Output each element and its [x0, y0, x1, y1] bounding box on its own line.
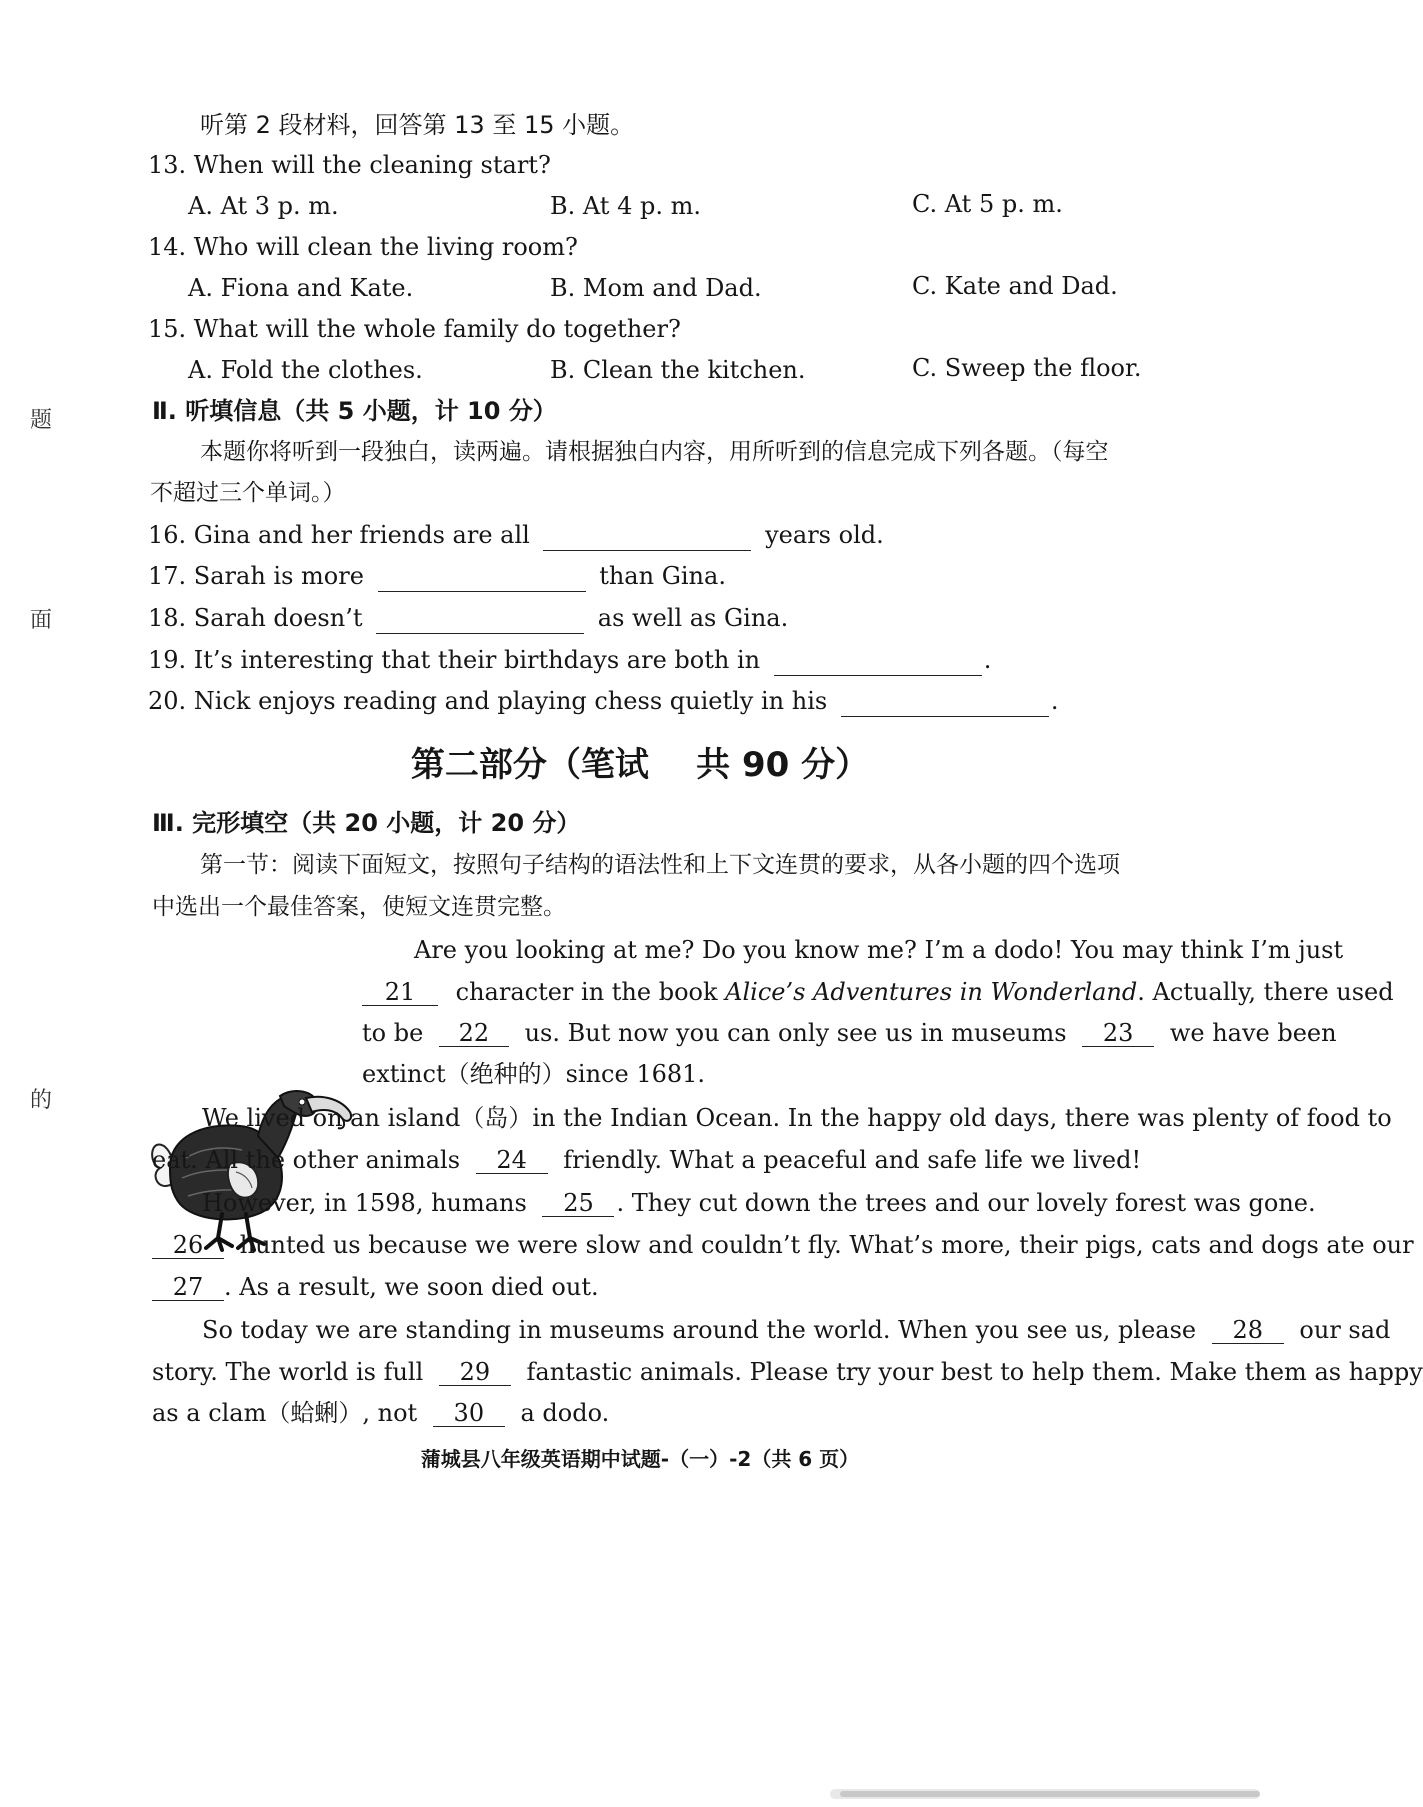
fill-item-16-text: 16. Gina and her friends are all [148, 521, 530, 549]
fill-item-18-suffix: as well as Gina. [597, 604, 789, 632]
option-13c: C. At 5 p. m. [912, 190, 1063, 218]
cloze-blank-24[interactable]: 24 [476, 1147, 548, 1174]
passage-p1-line2-text-a: character in the book [455, 978, 726, 1006]
fill-item-20-text: 20. Nick enjoys reading and playing chess quietly in his [148, 687, 828, 715]
option-14a: A. Fiona and Kate. [188, 274, 414, 302]
passage-p2-line1: We lived on an island（岛）in the Indian Ocean. In the happy old days, there was plenty of food to [202, 1104, 1392, 1132]
passage-p4-line2-text-b: fantastic animals. Please try your best to help them. Make them as happy [526, 1358, 1423, 1386]
part2-title: 第二部分（笔试 共 90 分） [410, 745, 870, 785]
book-title: Alice’s Adventures in Wonderland [725, 978, 1138, 1006]
passage-p4-line1 [202, 1315, 1390, 1345]
passage-p4-line3-text-a: as a clam（蛤蜊）, not [152, 1399, 418, 1427]
passage-p3-line2-text: hunted us because we were slow and couldn’t fly. What’s more, their pigs, cats and dogs ate our [239, 1231, 1414, 1259]
section2-instruction-2: 不超过三个单词。） [150, 480, 346, 506]
fill-item-20-suffix: . [1050, 687, 1059, 715]
fill-item-19-text: 19. It’s interesting that their birthdays are both in [148, 646, 761, 674]
cloze-blank-25[interactable]: 25 [542, 1190, 614, 1217]
cloze-blank-23[interactable]: 23 [1082, 1020, 1154, 1047]
section2-instruction-1: 本题你将听到一段独白，读两遍。请根据独白内容，用所听到的信息完成下列各题。（每空 [200, 439, 1109, 465]
answer-blank-19[interactable] [774, 645, 982, 676]
option-14b: B. Mom and Dad. [550, 274, 762, 302]
passage-p1-line2-text-b: . Actually, there used [1137, 978, 1394, 1006]
option-15c: C. Sweep the floor. [912, 354, 1142, 382]
passage-p1-line3-text-a: to be [362, 1019, 424, 1047]
passage-p4-line3 [152, 1398, 609, 1428]
fill-item-16 [148, 520, 884, 551]
option-15b: B. Clean the kitchen. [550, 356, 806, 384]
passage-p4-line1-text-b: our sad [1299, 1316, 1391, 1344]
passage-p4-line2 [152, 1357, 1423, 1387]
section3-instruction-1: 第一节：阅读下面短文，按照句子结构的语法性和上下文连贯的要求，从各小题的四个选项 [200, 852, 1120, 878]
page-footer: 蒲城县八年级英语期中试题-（一）-2（共 6 页） [420, 1447, 860, 1471]
fill-item-19-suffix: . [983, 646, 992, 674]
passage-p1-line4: extinct（绝种的）since 1681. [362, 1060, 706, 1088]
section2-heading: Ⅱ. 听填信息（共 5 小题，计 10 分） [152, 397, 557, 425]
passage-p4-line3-text-b: a dodo. [520, 1399, 610, 1427]
question-14: 14. Who will clean the living room? [148, 233, 578, 261]
passage-p3-line2 [152, 1230, 1414, 1260]
cloze-blank-30[interactable]: 30 [433, 1400, 505, 1427]
question-13: 13. When will the cleaning start? [148, 151, 551, 179]
fill-item-16-suffix: years old. [765, 521, 884, 549]
passage-p4-line2-text-a: story. The world is full [152, 1358, 424, 1386]
passage-p3-line3-text: . As a result, we soon died out. [224, 1273, 599, 1301]
cloze-blank-26[interactable]: 26 [152, 1232, 224, 1259]
passage-p1-line3 [362, 1018, 1337, 1048]
fill-item-17 [148, 561, 726, 592]
fill-item-17-suffix: than Gina. [599, 562, 726, 590]
option-13a: A. At 3 p. m. [188, 192, 339, 220]
option-14c: C. Kate and Dad. [912, 272, 1118, 300]
answer-blank-20[interactable] [841, 686, 1049, 717]
section3-heading: Ⅲ. 完形填空（共 20 小题，计 20 分） [152, 809, 581, 837]
cloze-blank-27[interactable]: 27 [152, 1274, 224, 1301]
option-15a: A. Fold the clothes. [188, 356, 423, 384]
passage-p1-line1: Are you looking at me? Do you know me? I’m a dodo! You may think I’m just [414, 936, 1344, 964]
passage-p3-line1-text-b: . They cut down the trees and our lovely forest was gone. [616, 1189, 1316, 1217]
cloze-blank-21[interactable]: 21 [362, 979, 438, 1006]
cloze-blank-28[interactable]: 28 [1212, 1317, 1284, 1344]
question-15: 15. What will the whole family do together? [148, 315, 681, 343]
cloze-blank-22[interactable]: 22 [439, 1020, 509, 1047]
side-mark-3: 的 [30, 1088, 53, 1113]
section3-instruction-2: 中选出一个最佳答案，使短文连贯完整。 [152, 894, 566, 920]
passage-p2-line2-text-b: friendly. What a peaceful and safe life we lived! [563, 1146, 1142, 1174]
answer-blank-16[interactable] [543, 520, 751, 551]
listening2-intro: 听第 2 段材料，回答第 13 至 15 小题。 [200, 111, 635, 139]
fill-item-17-text: 17. Sarah is more [148, 562, 364, 590]
passage-p2-line2-text-a: eat. All the other animals [152, 1146, 461, 1174]
answer-blank-17[interactable] [378, 561, 586, 592]
fill-item-18-text: 18. Sarah doesn’t [148, 604, 363, 632]
side-mark-1: 题 [30, 408, 53, 433]
passage-p3-line1-text-a: However, in 1598, humans [202, 1189, 527, 1217]
passage-p2-line2 [152, 1145, 1141, 1175]
fill-item-18 [148, 603, 788, 634]
answer-blank-18[interactable] [376, 603, 584, 634]
cloze-blank-29[interactable]: 29 [439, 1359, 511, 1386]
fill-item-20 [148, 686, 1058, 717]
passage-p1-line2 [362, 977, 1394, 1007]
side-mark-2: 面 [30, 608, 53, 633]
passage-p1-line3-text-c: we have been [1169, 1019, 1337, 1047]
passage-p1-line3-text-b: us. But now you can only see us in museums [524, 1019, 1067, 1047]
option-13b: B. At 4 p. m. [550, 192, 701, 220]
fill-item-19 [148, 645, 991, 676]
scrollbar-thumb[interactable] [840, 1791, 1260, 1797]
passage-p4-line1-text-a: So today we are standing in museums around the world. When you see us, please [202, 1316, 1197, 1344]
passage-p3-line1 [202, 1188, 1316, 1218]
passage-p3-line3 [152, 1272, 599, 1302]
